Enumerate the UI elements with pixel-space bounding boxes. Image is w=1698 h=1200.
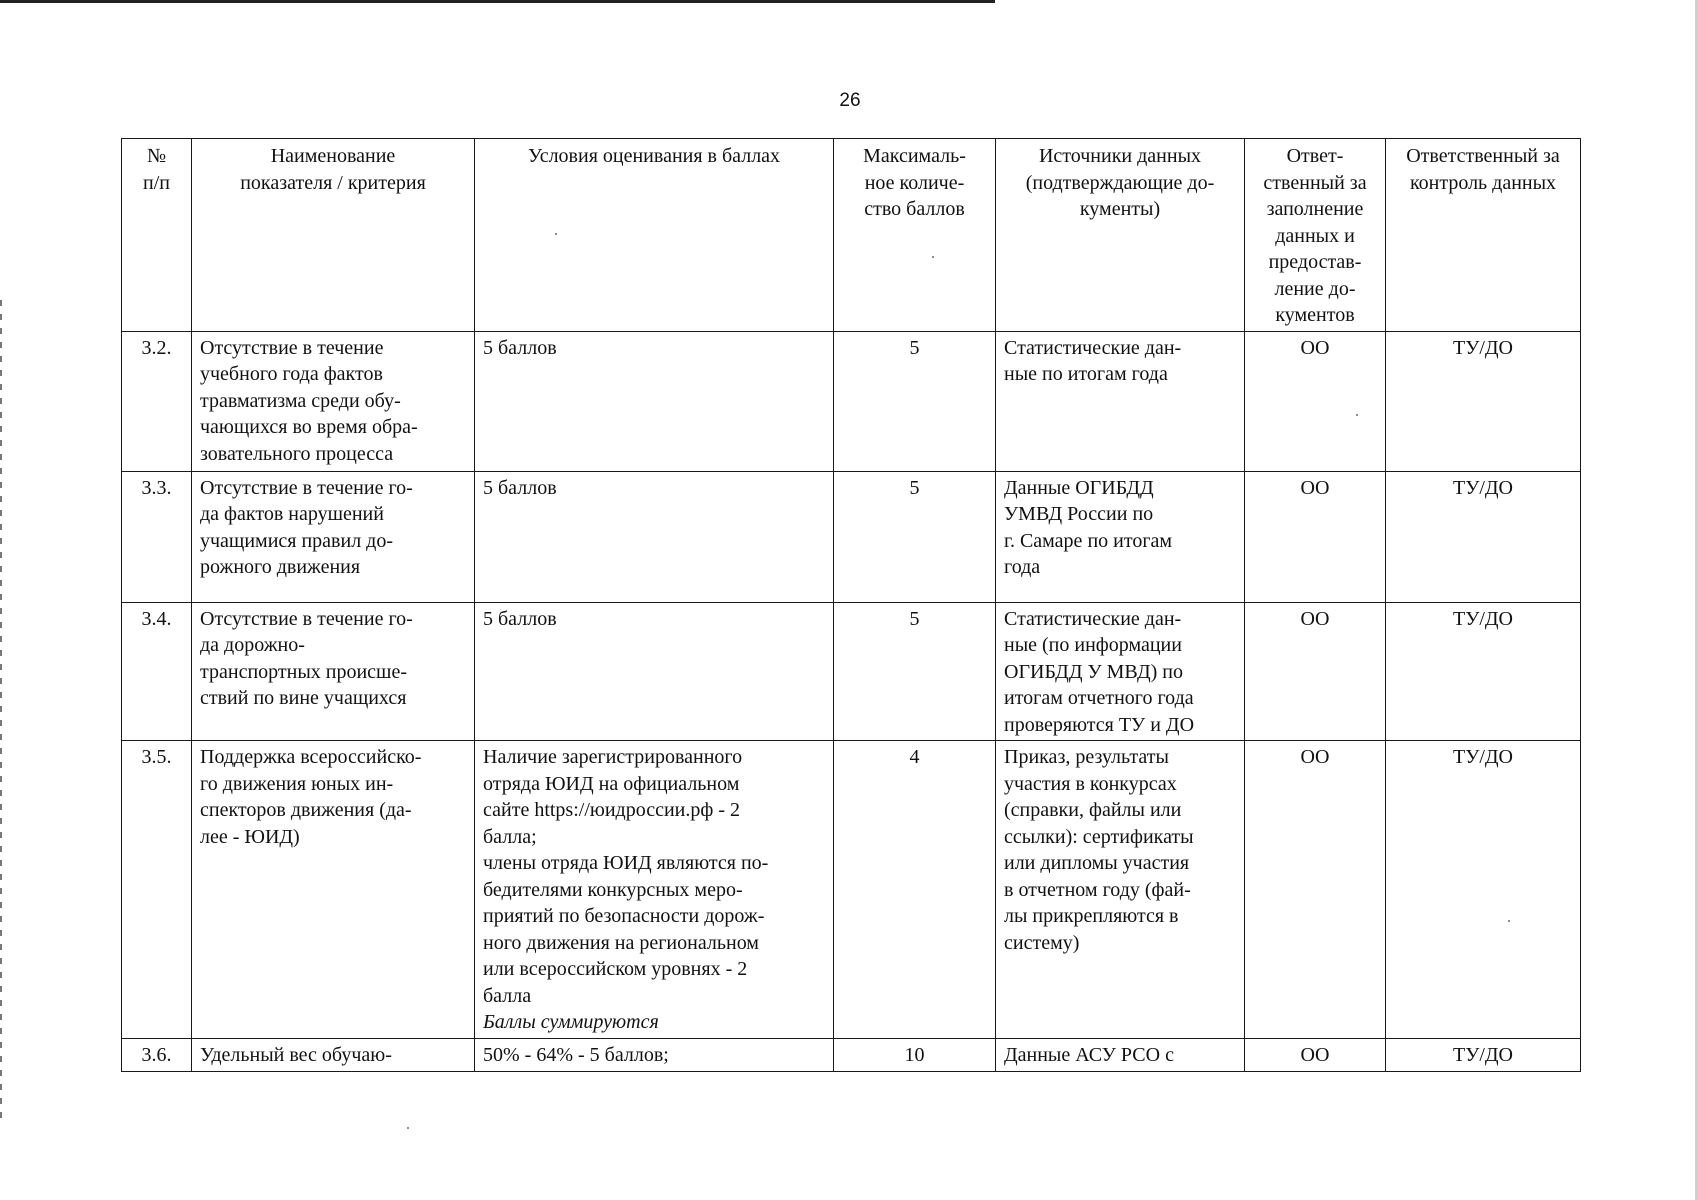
row-conditions (475, 602, 834, 741)
row-sources: Приказ, результаты участия в конкурсах (справки, файлы или ссылки): сертификаты или дипломы участия в отчетном году (фай- лы прикрепляются в систему) (996, 741, 1245, 1039)
row-max: 5 (834, 471, 996, 602)
table-row (122, 471, 1581, 602)
row-num: 3.2. (122, 331, 192, 471)
row-name: Удельный вес обучаю- (192, 1038, 475, 1071)
table-row (122, 331, 1581, 471)
row-control: ТУ/ДО (1386, 471, 1581, 602)
scan-speck (407, 1127, 409, 1129)
row-conditions (475, 741, 834, 1039)
row-max: 5 (834, 602, 996, 741)
row-fill: ОО (1245, 471, 1386, 602)
row-max: 4 (834, 741, 996, 1039)
header-max: Максималь- ное количе- ство баллов (834, 139, 996, 332)
row-name: Отсутствие в течение го- да дорожно- транспортных происше- ствий по вине учащихся (192, 602, 475, 741)
row-name: Отсутствие в течение го- да фактов нарушений учащимися правил до- рожного движения (192, 471, 475, 602)
row-conditions-text: 5 баллов (483, 336, 557, 359)
row-conditions-text: 50% - 64% - 5 баллов; (483, 1043, 669, 1066)
row-conditions-text: 5 баллов (483, 607, 557, 630)
header-row (122, 139, 1581, 332)
row-control: ТУ/ДО (1386, 1038, 1581, 1071)
row-sources: Данные АСУ РСО с (996, 1038, 1245, 1071)
scan-border-top (0, 0, 995, 3)
header-num: № п/п (122, 139, 192, 332)
header-fill: Ответ- ственный за заполнение данных и предостав- ление до- кументов (1245, 139, 1386, 332)
row-name: Поддержка всероссийско- го движения юных ин- спекторов движения (да- лее - ЮИД) (192, 741, 475, 1039)
row-num: 3.5. (122, 741, 192, 1039)
scan-speck (932, 256, 934, 258)
row-max: 5 (834, 331, 996, 471)
scan-speck (1356, 414, 1358, 416)
row-max: 10 (834, 1038, 996, 1071)
row-conditions (475, 471, 834, 602)
row-num: 3.4. (122, 602, 192, 741)
table-row (122, 1038, 1581, 1071)
scan-speck (1508, 920, 1510, 922)
row-fill: ОО (1245, 741, 1386, 1039)
row-sources: Данные ОГИБДД УМВД России по г. Самаре по итогам года (996, 471, 1245, 602)
header-name: Наименование показателя / критерия (192, 139, 475, 332)
row-fill: ОО (1245, 331, 1386, 471)
header-sources: Источники данных (подтверждающие до- кументы) (996, 139, 1245, 332)
row-conditions-text: Наличие зарегистрированного отряда ЮИД на официальном сайте https://юидроссии.рф - 2 балла; члены отряда ЮИД являются по- бедителями конкурсных меро- приятий по безопасности дорож- ного движения на региональном или всероссийском уровнях - 2 балла (483, 746, 769, 1007)
header-conditions: Условия оценивания в баллах (475, 139, 834, 332)
criteria-table (121, 138, 1581, 1072)
row-num: 3.3. (122, 471, 192, 602)
row-conditions-text: 5 баллов (483, 476, 557, 499)
row-control: ТУ/ДО (1386, 331, 1581, 471)
row-fill: ОО (1245, 602, 1386, 741)
row-control: ТУ/ДО (1386, 741, 1581, 1039)
row-name: Отсутствие в течение учебного года фактов травматизма среди обу- чающихся во время обра- зовательного процесса (192, 331, 475, 471)
row-conditions (475, 331, 834, 471)
row-fill: ОО (1245, 1038, 1386, 1071)
table-row (122, 741, 1581, 1039)
scan-border-left (0, 300, 2, 1120)
row-sources: Статистические дан- ные по итогам года (996, 331, 1245, 471)
row-num: 3.6. (122, 1038, 192, 1071)
page-number: 26 (839, 90, 861, 111)
row-sources: Статистические дан- ные (по информации ОГИБДД У МВД) по итогам отчетного года проверяются ТУ и ДО (996, 602, 1245, 741)
row-conditions (475, 1038, 834, 1071)
row-control: ТУ/ДО (1386, 602, 1581, 741)
row-conditions-note: Баллы суммируются (483, 1011, 659, 1033)
scan-speck (555, 233, 557, 235)
header-control: Ответственный за контроль данных (1386, 139, 1581, 332)
table-row (122, 602, 1581, 741)
